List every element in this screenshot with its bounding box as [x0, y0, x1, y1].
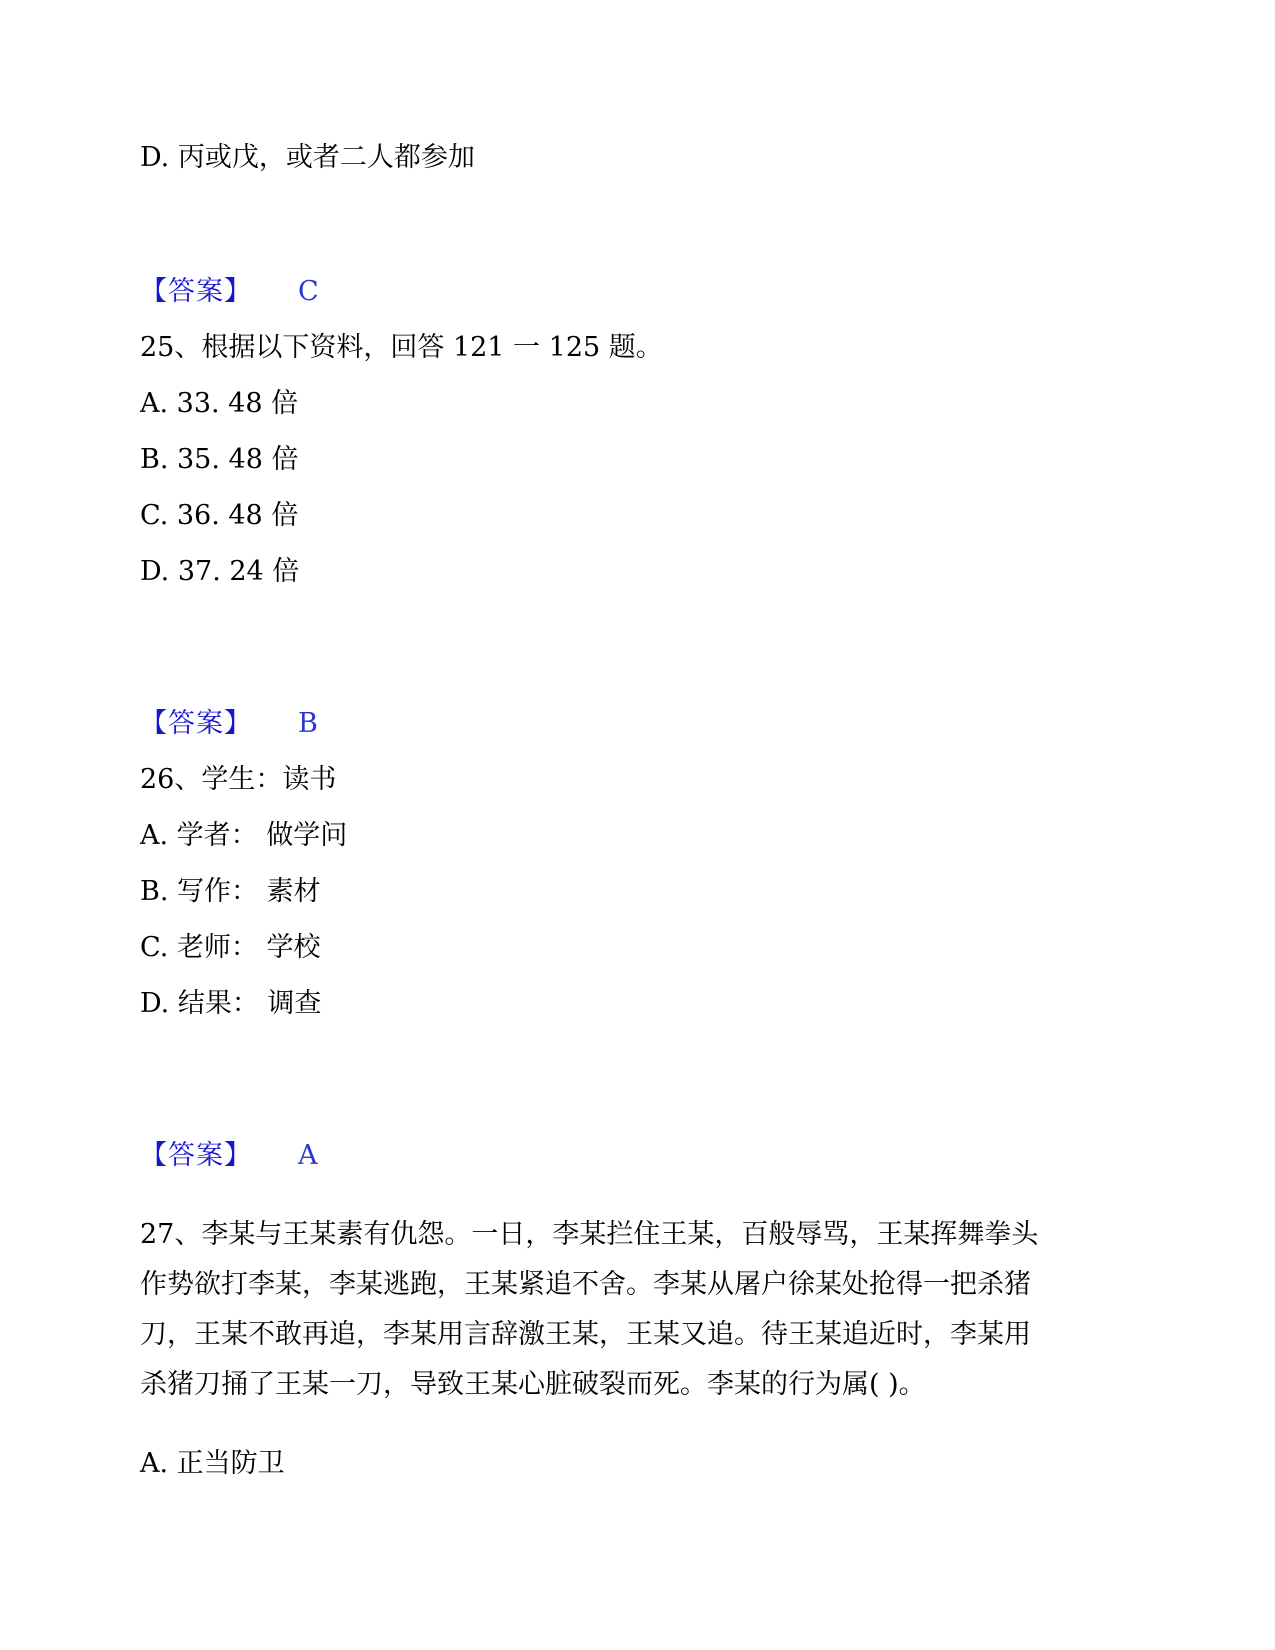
spacer: [140, 1184, 1135, 1210]
question-27-stem-line-4: 杀猪刀捅了王某一刀，导致王某心脏破裂而死。李某的行为属( )。: [140, 1369, 926, 1400]
answer-label: 【答案】: [140, 276, 252, 307]
question-26-option-b: B. 写作： 素材: [140, 876, 321, 907]
spacer: [140, 1410, 1135, 1436]
question-25-option-c: C. 36. 48 倍: [140, 500, 299, 531]
answer-label: 【答案】: [140, 1140, 252, 1171]
answer-label: 【答案】: [140, 708, 252, 739]
answer-row-26: [140, 1128, 1135, 1184]
question-27-stem-line-2: 作势欲打李某，李某逃跑，王某紧追不舍。李某从屠户徐某处抢得一把杀猪: [140, 1269, 1031, 1300]
spacer: [140, 186, 1135, 264]
question-25-stem: 25、根据以下资料，回答 121 一 125 题。: [140, 332, 663, 363]
question-26-stem: 26、学生：读书: [140, 764, 337, 795]
question-25-option-b: B. 35. 48 倍: [140, 444, 299, 475]
spacer: [140, 1032, 1135, 1128]
answer-value-24: C: [298, 276, 319, 307]
spacer: [140, 600, 1135, 696]
answer-row-24: [140, 264, 1135, 320]
question-24-option-d: D. 丙或戊，或者二人都参加: [140, 142, 475, 173]
question-27-stem-line-1: 27、李某与王某素有仇怨。一日，李某拦住王某，百般辱骂，王某挥舞拳头: [140, 1219, 1039, 1250]
answer-row-25: [140, 696, 1135, 752]
question-25-option-a: A. 33. 48 倍: [140, 388, 299, 419]
question-26-option-d: D. 结果： 调查: [140, 988, 322, 1019]
question-26-option-c: C. 老师： 学校: [140, 932, 321, 963]
question-27-option-a: A. 正当防卫: [140, 1448, 285, 1479]
question-25-option-d: D. 37. 24 倍: [140, 556, 300, 587]
question-27-stem-line-3: 刀，王某不敢再追，李某用言辞激王某，王某又追。待王某追近时，李某用: [140, 1319, 1031, 1350]
answer-value-25: B: [298, 708, 318, 739]
question-26-option-a: A. 学者： 做学问: [140, 820, 348, 851]
answer-value-26: A: [298, 1140, 318, 1171]
